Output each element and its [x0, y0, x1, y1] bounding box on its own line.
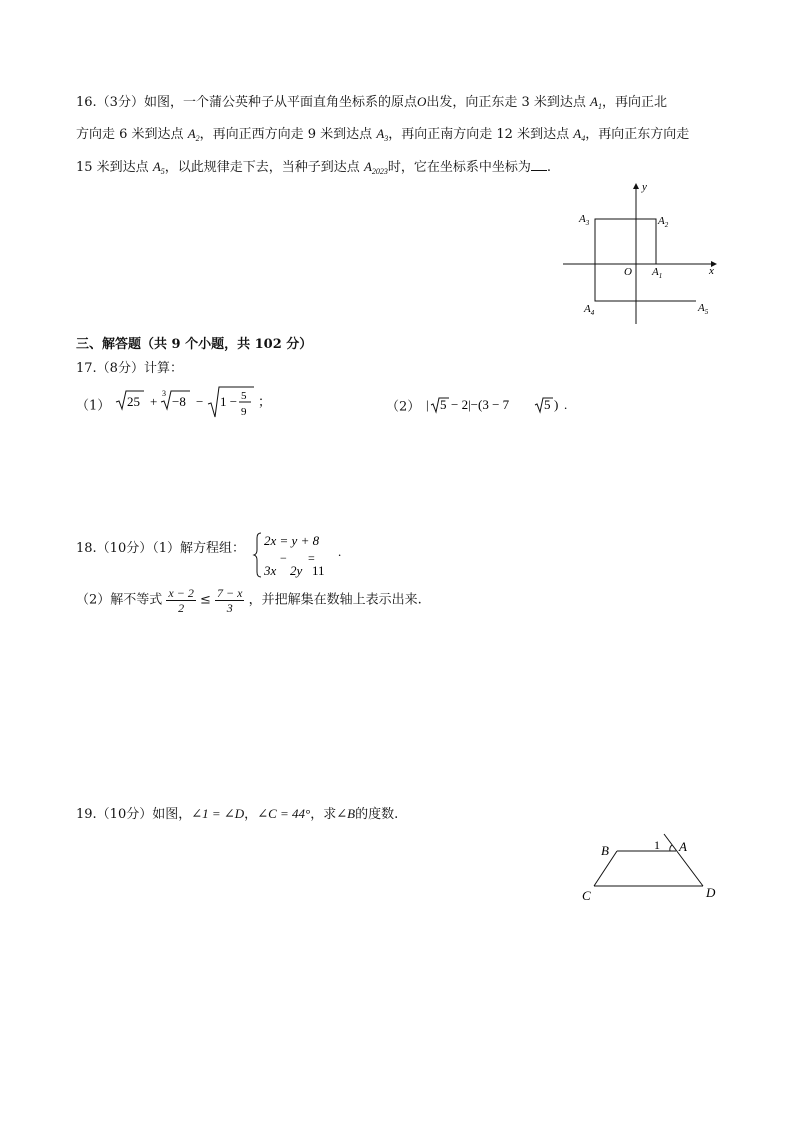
svg-text:−: − [280, 551, 287, 565]
label-a3: $A_3$ [579, 213, 590, 227]
svg-text:3x: 3x [264, 563, 277, 578]
q18-heading: 18.（10分）（1）解方程组： [76, 541, 245, 556]
svg-text:=: = [308, 551, 315, 565]
q17-part2: （2） | 5 − 2|−(3 − 7 5 ) . [386, 399, 594, 416]
q19-trapezoid-figure [575, 828, 725, 908]
label-a4: $A_4$ [584, 303, 595, 317]
label-a2: $A_2$ [658, 215, 669, 229]
svg-text:1: 1 [654, 838, 660, 852]
svg-text:−8: −8 [172, 394, 187, 409]
brace-icon [254, 533, 261, 577]
svg-text:.: . [564, 397, 568, 412]
q17-part1-expression [114, 385, 304, 419]
svg-text:−: − [196, 394, 204, 409]
svg-text:11: 11 [312, 563, 325, 578]
q18-system-of-equations [252, 530, 362, 580]
label-a5: $A_5$ [698, 302, 709, 316]
q17-heading: 17.（8分）计算： [76, 361, 183, 376]
svg-text:.: . [338, 544, 342, 559]
q16-line2: 方向走 6 米到达点 $A_2$，再向正西方向走 9 米到达点 $A_3$，再向正南方向走 12 米到达点 $A_4$，再向正东方向走 [76, 126, 690, 143]
svg-text:5: 5 [544, 397, 551, 412]
svg-text:C: C [582, 888, 591, 903]
y-axis-label: y [642, 181, 647, 193]
q19-text: 19.（10分）如图，∠1 = ∠D，∠C = 44°，求∠B的度数. [76, 806, 399, 822]
svg-text:D: D [706, 885, 716, 900]
svg-text:5: 5 [241, 390, 247, 402]
svg-text:25: 25 [127, 394, 141, 409]
svg-text:− 2|−(3 − 7: − 2|−(3 − 7 [451, 397, 510, 412]
svg-text:3: 3 [162, 389, 167, 398]
svg-text:A: A [679, 839, 687, 854]
q17-part1: （1） 25 + 3 −8 − 1 − 5 9 ； [76, 393, 304, 423]
q17-part2-expression [424, 395, 594, 415]
svg-text:+: + [150, 394, 158, 409]
q16-line1: 16.（3分）如图，一个蒲公英种子从平面直角坐标系的原点O出发，向正东走 3 米到达点 $A_1$，再向正北 [76, 94, 667, 111]
svg-text:；: ； [258, 394, 272, 409]
q16-line3: 15 米到达点 $A_5$，以此规律走下去，当种子到达点 $A_{2023}$时，它在坐标系中坐标为 . [76, 159, 552, 176]
q16-coordinate-figure [560, 178, 730, 326]
svg-text:1 −: 1 − [220, 394, 238, 409]
svg-text:2x = y + 8: 2x = y + 8 [264, 533, 320, 548]
svg-text:): ) [554, 397, 559, 412]
x-axis-label: x [709, 265, 714, 277]
spiral-path [595, 219, 696, 301]
svg-text:|: | [426, 397, 430, 412]
angle-1-arc [670, 845, 672, 851]
section-heading: 三、解答题（共 9 个小题，共 102 分） [76, 337, 313, 352]
q18-part2: （2）解不等式 $\frac{x - 2}{2}$ ≤ $\frac{7 - x}{3}$ ，并把解集在数轴上表示出来. [76, 586, 422, 615]
svg-text:9: 9 [241, 406, 247, 418]
origin-label: O [624, 266, 632, 278]
svg-text:2y: 2y [290, 563, 303, 578]
label-a1: $A_1$ [652, 266, 663, 280]
answer-blank [531, 158, 547, 171]
svg-text:5: 5 [440, 397, 447, 412]
y-axis-arrow [633, 183, 639, 189]
svg-text:B: B [601, 843, 609, 858]
